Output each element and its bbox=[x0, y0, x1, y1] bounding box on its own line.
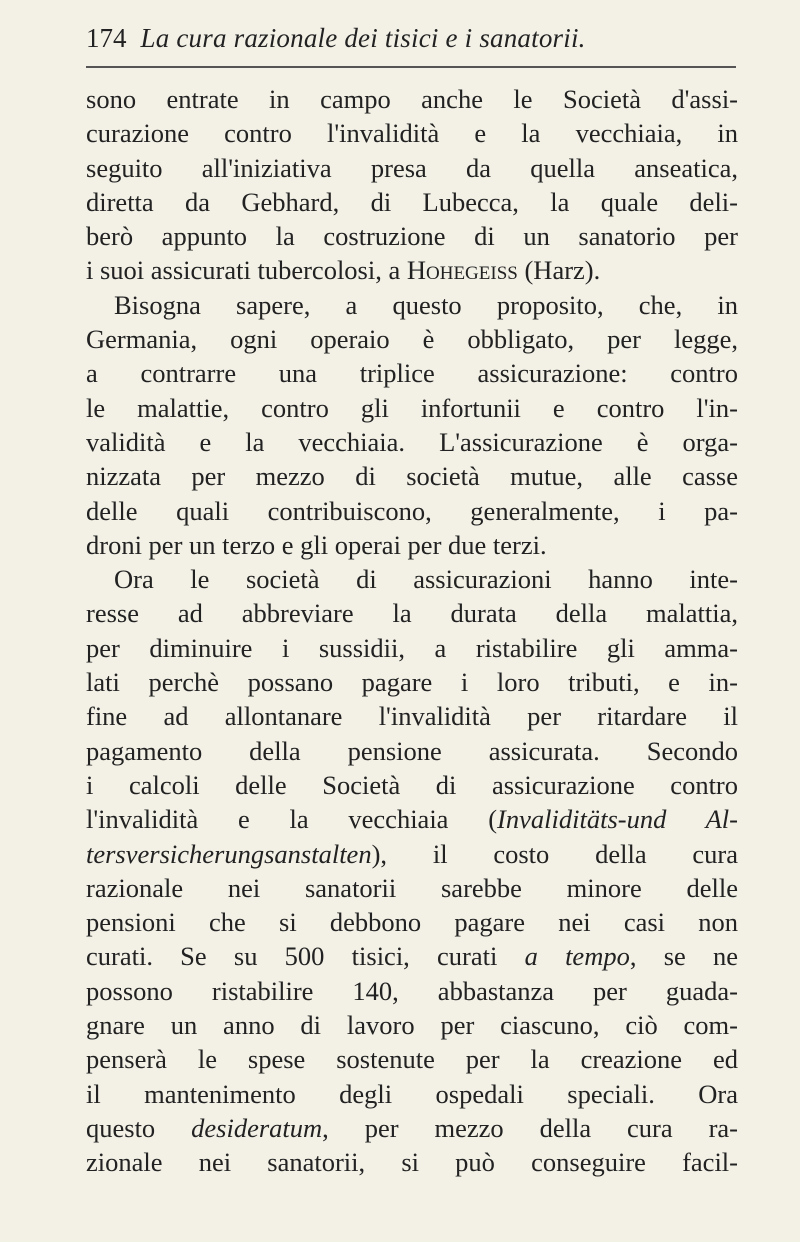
text-line: per diminuire i sussidii, a ristabilire gli amma- bbox=[86, 632, 738, 663]
text-line: possono ristabilire 140, abbastanza per guada- bbox=[86, 975, 738, 1006]
header-rule bbox=[86, 66, 736, 68]
emphasis: desideratum bbox=[191, 1112, 323, 1143]
text-line: i calcoli delle Società di assicurazione contro bbox=[86, 769, 738, 800]
text-fragment: l'invalidità e la vecchiaia ( bbox=[86, 804, 498, 835]
text-line: zionale nei sanatorii, si può conseguire facil- bbox=[86, 1147, 738, 1178]
text-line: gnare un anno di lavoro per ciascuno, ciò com- bbox=[86, 1010, 738, 1041]
text-line: le malattie, contro gli infortunii e contro l'in- bbox=[86, 392, 738, 423]
text-line: il mantenimento degli ospedali speciali. Ora bbox=[86, 1078, 738, 1109]
text-fragment: curati. Se su 500 tisici, curati bbox=[86, 941, 525, 972]
text-line: razionale nei sanatorii sarebbe minore delle bbox=[86, 872, 738, 903]
text-line: validità e la vecchiaia. L'assicurazione è orga- bbox=[86, 426, 738, 457]
text-line: pagamento della pensione assicurata. Secondo bbox=[86, 735, 738, 766]
running-head bbox=[86, 20, 736, 56]
text-line: sono entrate in campo anche le Società d'assi- bbox=[86, 84, 738, 114]
text-line: diretta da Gebhard, di Lubecca, la quale deli- bbox=[86, 186, 738, 217]
text-line: seguito all'iniziativa presa da quella anseatica, bbox=[86, 152, 738, 183]
text-fragment: i suoi assicurati tubercolosi, a bbox=[86, 255, 407, 286]
text-line bbox=[86, 802, 738, 836]
german-term: tersversicherungsanstalten bbox=[86, 838, 372, 869]
text-line: curazione contro l'invalidità e la vecchiaia, in bbox=[86, 118, 738, 149]
text-line: pensioni che si debbono pagare nei casi non bbox=[86, 907, 738, 938]
text-line bbox=[86, 837, 738, 871]
text-line: delle quali contribuiscono, generalmente, i pa- bbox=[86, 495, 738, 526]
running-title: La cura razionale dei tisici e i sanatorii. bbox=[140, 23, 586, 53]
text-line bbox=[86, 939, 738, 973]
text-fragment: , se ne bbox=[629, 941, 738, 972]
text-line: fine ad allontanare l'invalidità per ritardare il bbox=[86, 701, 738, 732]
page-number: 174 bbox=[86, 23, 127, 53]
german-term: Invaliditäts-und Al- bbox=[497, 804, 738, 835]
text-line: lati perchè possano pagare i loro tributi, e in- bbox=[86, 667, 738, 698]
place-name: Hohegeiß bbox=[406, 255, 518, 286]
text-line: Ora le società di assicurazioni hanno inte- bbox=[114, 564, 738, 595]
text-line: a contrarre una triplice assicurazione: contro bbox=[86, 358, 738, 389]
text-fragment: ), il costo della cura bbox=[371, 838, 738, 869]
text-line: Germania, ogni operaio è obbligato, per legge, bbox=[86, 324, 738, 355]
text-line: nizzata per mezzo di società mutue, alle casse bbox=[86, 461, 738, 492]
text-fragment: (Harz). bbox=[517, 255, 601, 286]
text-line bbox=[86, 1111, 738, 1145]
text-line: penserà le spese sostenute per la creazione ed bbox=[86, 1044, 738, 1075]
text-line: Bisogna sapere, a questo proposito, che, in bbox=[114, 289, 738, 320]
text-fragment: questo bbox=[86, 1112, 192, 1143]
text-line: berò appunto la costruzione di un sanatorio per bbox=[86, 221, 738, 252]
emphasis: a tempo bbox=[524, 941, 630, 972]
body-text bbox=[86, 82, 738, 1180]
text-line bbox=[86, 253, 738, 287]
text-line: droni per un terzo e gli operai per due terzi. bbox=[86, 529, 547, 560]
text-line: resse ad abbreviare la durata della malattia, bbox=[86, 598, 738, 629]
text-fragment: , per mezzo della cura ra- bbox=[322, 1112, 738, 1143]
